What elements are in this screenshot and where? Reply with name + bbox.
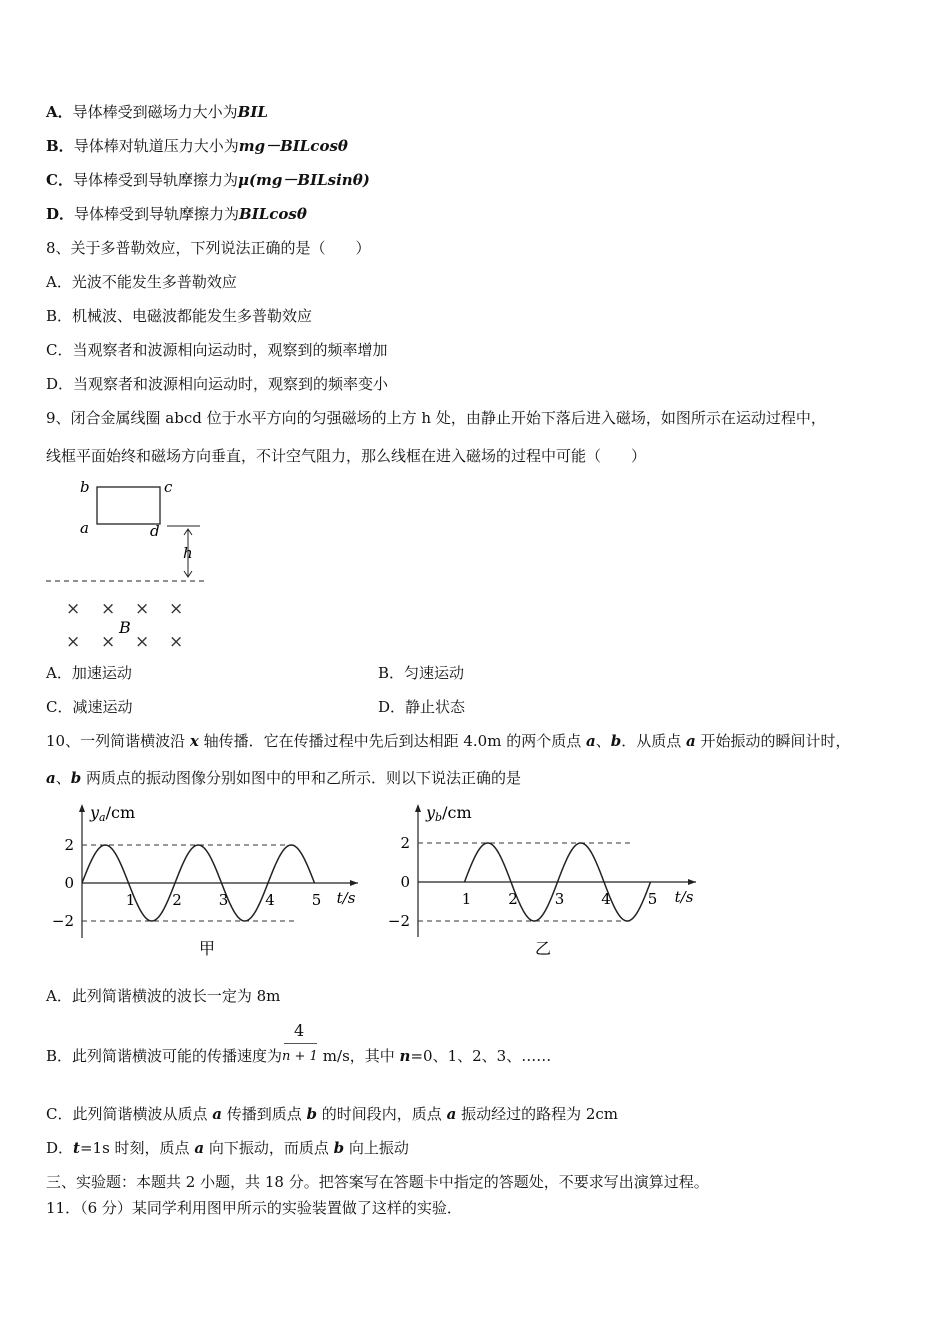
y-tick-label: −2	[51, 912, 74, 930]
q7-option-a	[46, 102, 268, 122]
corner-d-label: d	[150, 522, 160, 540]
x-tick-label: 2	[172, 891, 182, 909]
vibration-graph-jia	[40, 796, 356, 966]
q10-stem-part: 、	[55, 769, 71, 787]
field-cross: ×	[135, 632, 150, 652]
q10-stem-part: 两质点的振动图像分别如图中的甲和乙所示．则以下说法正确的是	[81, 769, 522, 787]
var-a: a	[585, 732, 596, 750]
q10-b-text: B．此列简谐横波可能的传播速度为	[46, 1047, 283, 1065]
q10-stem-part: ．从质点	[621, 732, 686, 750]
q8-option-c: C．当观察者和波源相向运动时，观察到的频率增加	[46, 341, 388, 359]
section-3-heading: 三、实验题：本题共 2 小题，共 18 分。把答案写在答题卡中指定的答题处，不要求写出演算过程。	[46, 1173, 709, 1191]
coil-rectangle	[97, 487, 160, 524]
q9-option-b: B．匀速运动	[378, 664, 465, 682]
q10-option-d	[46, 1138, 409, 1158]
corner-a-label: a	[80, 519, 89, 537]
q7-b-math: mg－BILcosθ	[238, 137, 348, 155]
y-tick-label: 2	[64, 836, 74, 854]
q7-a-text: 导体棒受到磁场力大小为	[72, 103, 238, 121]
q7-a-math: BIL	[237, 103, 268, 121]
x-tick-label: 5	[311, 891, 322, 909]
q7-d-math: BILcosθ	[239, 205, 307, 223]
x-axis-label: t/s	[674, 888, 694, 906]
var-b: b	[333, 1139, 345, 1157]
y-axis-arrow	[415, 804, 421, 812]
y-axis-arrow	[79, 804, 85, 812]
speed-fraction	[282, 1021, 318, 1067]
chart-title: 甲	[198, 939, 216, 958]
q9-stem-line2: 线框平面始终和磁场方向垂直，不计空气阻力，那么线框在进入磁场的过程中可能（ ）	[46, 447, 647, 465]
var-n: n	[399, 1047, 411, 1065]
q10-stem-part: 开始振动的瞬间计时，	[695, 732, 851, 750]
q8-option-a: A．光波不能发生多普勒效应	[46, 273, 237, 291]
var-a: a	[46, 769, 56, 787]
q7-option-b	[46, 136, 348, 156]
q9-coil-diagram	[40, 475, 220, 655]
q7-b-text: 导体棒对轨道压力大小为	[73, 137, 239, 155]
x-tick-label: 4	[265, 891, 275, 909]
y-axis-label: yb/cm	[426, 803, 472, 824]
q8-option-d: D．当观察者和波源相向运动时，观察到的频率变小	[46, 375, 389, 393]
q9-option-a: A．加速运动	[46, 664, 132, 682]
q7-b-label: B．	[46, 137, 74, 155]
var-a: a	[446, 1105, 457, 1123]
q7-a-label: A．	[46, 103, 73, 121]
var-b: b	[70, 769, 82, 787]
var-t: t	[73, 1139, 80, 1157]
q7-c-text: 导体棒受到导轨摩擦力为	[72, 171, 238, 189]
corner-c-label: c	[164, 478, 173, 496]
y-tick-label: −2	[387, 912, 410, 930]
var-b: b	[610, 732, 622, 750]
x-tick-label: 3	[554, 890, 565, 908]
x-tick-label: 1	[125, 891, 136, 909]
q10-option-c	[46, 1104, 618, 1124]
q8-option-b: B．机械波、电磁波都能发生多普勒效应	[46, 307, 313, 325]
x-tick-label: 5	[647, 890, 658, 908]
fraction-denominator: n + 1	[282, 1049, 318, 1064]
x-axis-arrow	[350, 880, 358, 886]
q9-option-c: C．减速运动	[46, 698, 133, 716]
q7-d-label: D．	[46, 205, 75, 223]
q10-c-text: 传播到质点	[221, 1105, 307, 1123]
q10-c-text: C．此列简谐横波从质点	[46, 1105, 213, 1123]
var-a: a	[212, 1105, 222, 1123]
field-cross: ×	[135, 599, 150, 619]
y-tick-label: 2	[400, 834, 410, 852]
x-tick-label: 4	[601, 890, 611, 908]
vibration-graph-yi	[378, 796, 723, 966]
var-a: a	[686, 732, 696, 750]
q10-option-a: A．此列简谐横波的波长一定为 8m	[46, 987, 281, 1005]
q10-stem-line2	[46, 768, 521, 788]
field-cross: ×	[101, 632, 116, 652]
field-cross: ×	[169, 599, 184, 619]
q7-c-math: μ(mg－BILsinθ)	[237, 171, 370, 189]
q10-c-text: 的时间段内，质点	[317, 1105, 447, 1123]
q7-option-d	[46, 204, 307, 224]
q10-d-text: D．	[46, 1139, 74, 1157]
q10-d-text: 向下振动，而质点	[204, 1139, 334, 1157]
q10-c-text: 振动经过的路程为 2cm	[456, 1105, 619, 1123]
q10-stem-part: 10、一列简谐横波沿	[46, 732, 190, 750]
field-cross: ×	[101, 599, 116, 619]
q10-option-b	[46, 1021, 552, 1067]
q7-c-label: C．	[46, 171, 73, 189]
y-tick-label: 0	[64, 874, 74, 892]
fraction-numerator: 4	[294, 1021, 305, 1040]
x-tick-label: 3	[218, 891, 229, 909]
var-x: x	[189, 732, 199, 750]
q11-stem: 11．（6 分）某同学利用图甲所示的实验装置做了这样的实验．	[46, 1199, 462, 1217]
x-tick-label: 2	[508, 890, 518, 908]
y-tick-label: 0	[400, 873, 410, 891]
field-cross: ×	[66, 632, 81, 652]
field-label: B	[119, 618, 131, 637]
field-cross: ×	[169, 632, 184, 652]
x-axis-arrow	[688, 879, 696, 885]
height-label: h	[183, 544, 193, 562]
field-cross: ×	[66, 599, 81, 619]
q7-option-c	[46, 170, 370, 190]
q10-stem-part: 轴传播．它在传播过程中先后到达相距 4.0m 的两个质点	[198, 732, 586, 750]
var-a: a	[194, 1139, 205, 1157]
q10-b-text: =0、1、2、3、……	[410, 1047, 552, 1065]
q9-stem-line1: 9、闭合金属线圈 abcd 位于水平方向的匀强磁场的上方 h 处，由静止开始下落后进入磁场，如图所示在运动过程中，	[46, 409, 826, 427]
q10-stem-part: 、	[595, 732, 611, 750]
q8-stem: 8、关于多普勒效应，下列说法正确的是（ ）	[46, 239, 371, 257]
y-axis-label: ya/cm	[90, 803, 136, 824]
var-b: b	[306, 1105, 318, 1123]
x-axis-label: t/s	[336, 889, 356, 907]
q10-stem-line1	[46, 731, 851, 751]
q7-d-text: 导体棒受到导轨摩擦力为	[74, 205, 240, 223]
corner-b-label: b	[80, 478, 90, 496]
q10-d-text: 向上振动	[344, 1139, 409, 1157]
chart-title: 乙	[534, 939, 552, 958]
q10-b-text: m/s，其中	[318, 1047, 400, 1065]
x-tick-label: 1	[461, 890, 472, 908]
q10-d-text: =1s 时刻，质点	[79, 1139, 195, 1157]
fraction-bar	[284, 1043, 317, 1044]
q9-option-d: D．静止状态	[378, 698, 466, 716]
